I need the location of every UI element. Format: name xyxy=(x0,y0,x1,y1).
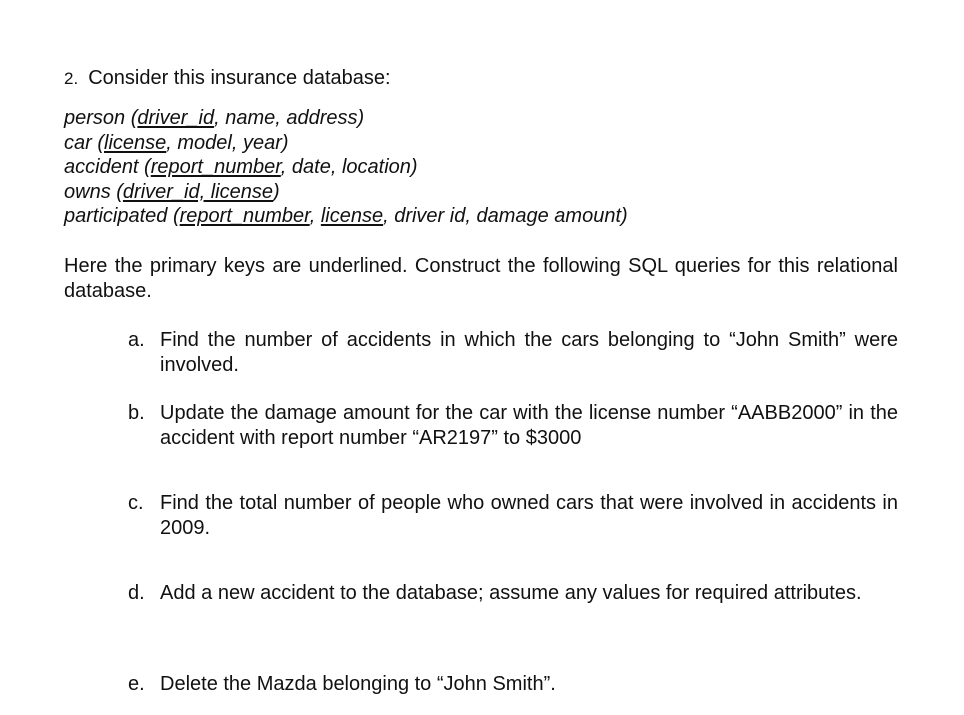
task-letter: b. xyxy=(128,402,145,424)
primary-key: driver_id, license xyxy=(122,180,273,203)
task-text: Delete the Mazda belonging to “John Smith”. xyxy=(160,673,556,695)
task-item-d xyxy=(128,581,898,606)
task-text: Add a new accident to the database; assume any values for required attributes. xyxy=(160,582,862,604)
task-letter: c. xyxy=(128,492,144,514)
question-prompt: Consider this insurance database: xyxy=(88,67,391,89)
task-item-b xyxy=(128,401,898,450)
primary-key: license xyxy=(104,131,167,154)
primary-key: license xyxy=(320,205,384,227)
task-text: Update the damage amount for the car with the license number “AABB2000” in the accident with report number “AR2197” to $3000 xyxy=(160,402,898,449)
intro-paragraph: Here the primary keys are underlined. Construct the following SQL queries for this relational database. xyxy=(64,255,898,302)
question-heading xyxy=(64,66,391,91)
schema-participated: participated (report_number, license, driver id, damage amount) xyxy=(64,205,628,227)
schema-person: person (driver_id, name, address) xyxy=(64,107,365,129)
task-item-c xyxy=(128,491,898,540)
question-number: 2. xyxy=(64,69,79,88)
schema-list xyxy=(64,106,628,229)
task-letter: d. xyxy=(128,582,145,604)
primary-key: driver_id xyxy=(137,107,215,129)
primary-key: report_number xyxy=(179,205,310,227)
task-letter: e. xyxy=(128,673,145,695)
task-text: Find the total number of people who owned cars that were involved in accidents in 2009. xyxy=(160,492,898,539)
schema-owns: owns (driver_id, license) xyxy=(64,180,280,203)
schema-accident: accident (report_number, date, location) xyxy=(64,156,418,178)
task-letter: a. xyxy=(128,329,145,351)
task-item-e xyxy=(128,672,898,697)
primary-key: report_number xyxy=(150,156,281,178)
task-item-a xyxy=(128,328,898,377)
task-text: Find the number of accidents in which the cars belonging to “John Smith” were involved. xyxy=(160,329,898,376)
schema-car: car (license, model, year) xyxy=(64,131,289,154)
